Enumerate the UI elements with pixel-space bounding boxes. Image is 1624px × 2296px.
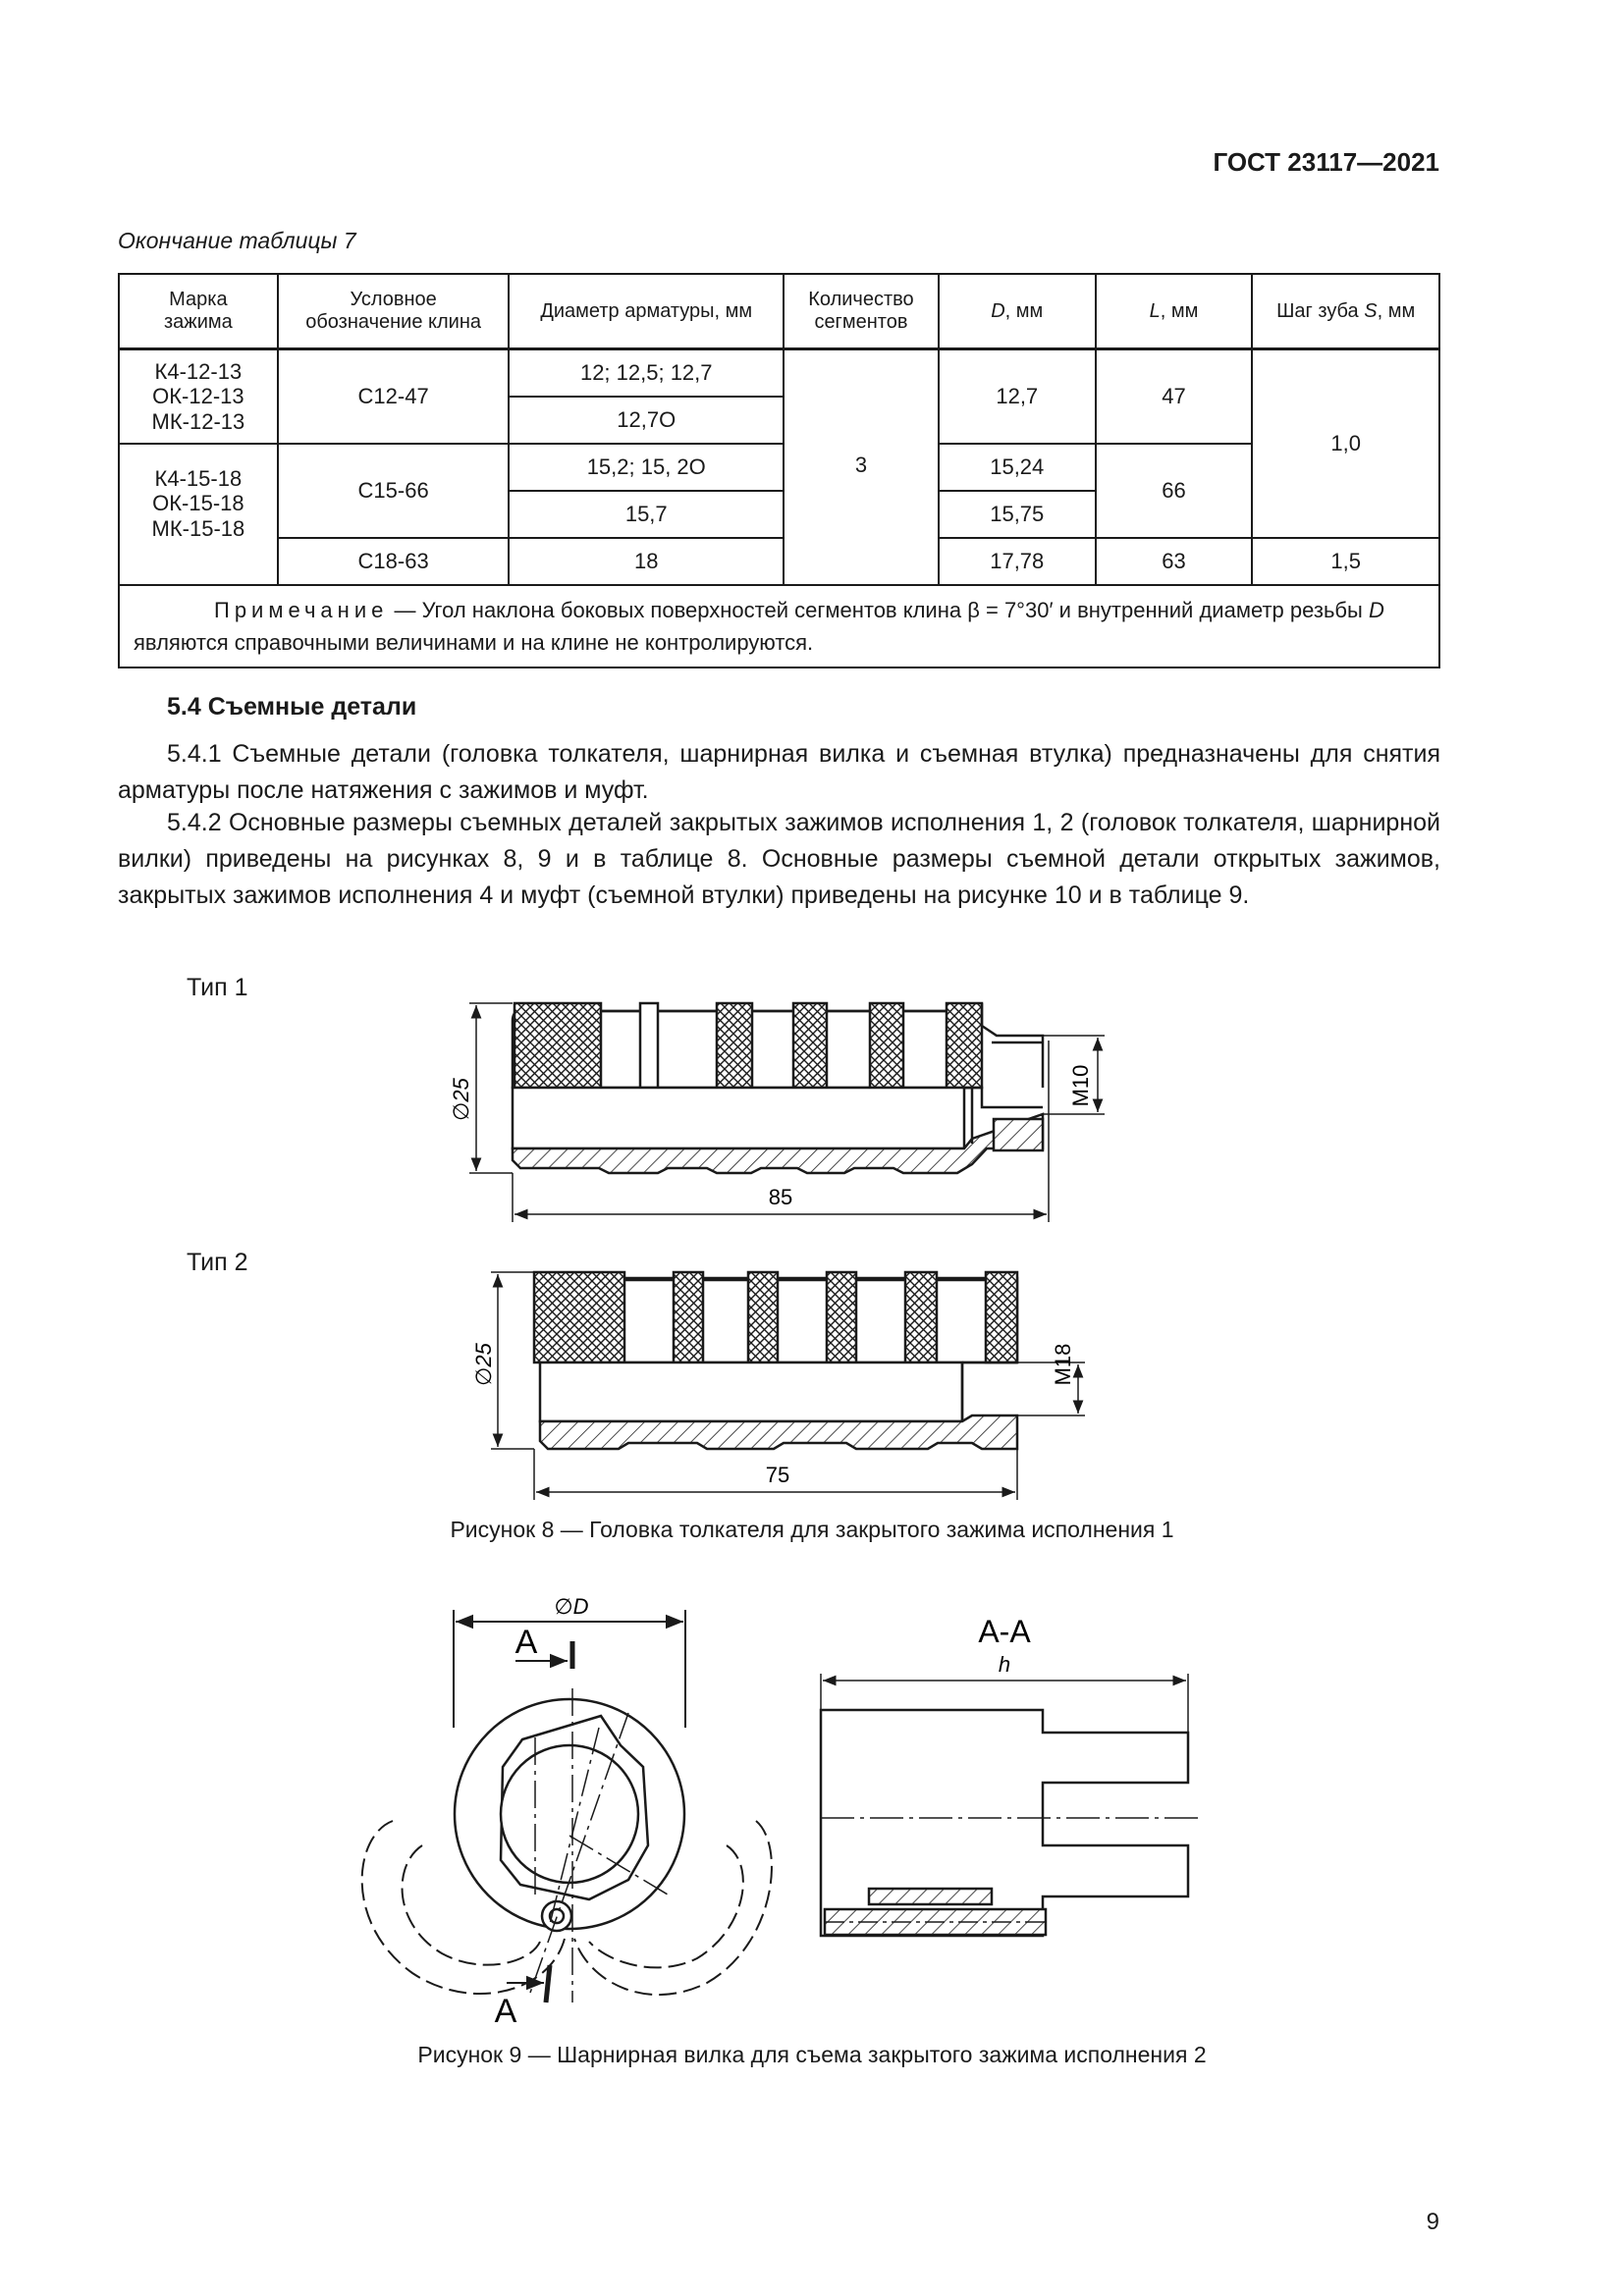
dim-m10: M10 — [1068, 1064, 1093, 1107]
section-mark-a-top: A — [514, 1624, 538, 1661]
header-wedge: Условное обозначение клина — [278, 274, 510, 349]
type1-part — [513, 1003, 1043, 1173]
dim-d25-type1: ∅25 — [449, 1078, 473, 1121]
header-step: Шаг зуба S, мм — [1252, 274, 1439, 349]
dim-m18: M18 — [1051, 1343, 1075, 1386]
cell-marks-group1: К4-12-13 ОК-12-13 МК-12-13 — [119, 349, 278, 445]
section-mark-a-bottom: A — [494, 1993, 517, 2030]
table-continuation-label: Окончание таблицы 7 — [118, 228, 356, 253]
standard-number: ГОСТ 23117—2021 — [1213, 147, 1439, 177]
section-heading: 5.4 Съемные детали — [167, 693, 417, 721]
cell-diam: 12,7О — [509, 397, 784, 444]
type2-part — [534, 1272, 1017, 1449]
note-label: Примечание — [214, 598, 389, 622]
figure-9-front-view — [455, 1688, 684, 2002]
dim-h: h — [998, 1652, 1011, 1677]
cell-step: 1,5 — [1252, 538, 1439, 585]
cell-d: 15,24 — [939, 444, 1096, 491]
header-diameter: Диаметр арматуры, мм — [509, 274, 784, 349]
cell-diam: 15,7 — [509, 491, 784, 538]
figure-9-caption: Рисунок 9 — Шарнирная вилка для съема закрытого зажима исполнения 2 — [417, 2042, 1207, 2067]
cell-diam: 12; 12,5; 12,7 — [509, 349, 784, 398]
cell-d: 12,7 — [939, 349, 1096, 445]
cell-wedge-group2: С15-66 — [278, 444, 510, 538]
cell-l: 63 — [1096, 538, 1253, 585]
cell-wedge: С18-63 — [278, 538, 510, 585]
cell-step: 1,0 — [1252, 349, 1439, 539]
table-note: Примечание — Угол наклона боковых поверхностей сегментов клина β = 7°30′ и внутренний диаметр резьбы D являются справочными величинами и на клине не контролируются. — [119, 585, 1439, 667]
dim-75: 75 — [765, 1463, 790, 1487]
type1-label: Тип 1 — [187, 974, 248, 1001]
type2-label: Тип 2 — [187, 1249, 248, 1276]
header-segments: Количество сегментов — [784, 274, 939, 349]
figure-8-caption: Рисунок 8 — Головка толкателя для закрытого зажима исполнения 1 — [450, 1517, 1174, 1542]
cell-diam: 18 — [509, 538, 784, 585]
cell-segments: 3 — [784, 349, 939, 586]
figure-9-section-view — [821, 1674, 1203, 1936]
dim-85: 85 — [768, 1185, 793, 1209]
cell-wedge-group1: С12-47 — [278, 349, 510, 445]
section-title: A-A — [978, 1614, 1031, 1649]
page-number: 9 — [1426, 2209, 1439, 2235]
cell-l: 66 — [1096, 444, 1253, 538]
paragraph-5-4-1: 5.4.1 Съемные детали (головка толкателя, шарнирная вилка и съемная втулка) предназначены для снятия арматуры после натяжения с зажимов и муфт. — [118, 740, 1440, 804]
dim-d25-type2: ∅25 — [471, 1343, 496, 1386]
header-l: L, мм — [1096, 274, 1253, 349]
dim-diameter-d: ∅D — [554, 1594, 589, 1619]
paragraph-5-4-2: 5.4.2 Основные размеры съемных деталей закрытых зажимов исполнения 1, 2 (головок толкателя, шарнирной вилки) приведены на рисунках 8, 9 и в таблице 8. Основные размеры съемной детали открытых зажимов, закрытых зажимов исполнения 4 и муфт (съемной втулки) приведены на рисунке 10 и в таблице 9. — [118, 809, 1440, 909]
cell-d: 17,78 — [939, 538, 1096, 585]
header-mark: Марка зажима — [119, 274, 278, 349]
cell-l: 47 — [1096, 349, 1253, 445]
cell-diam: 15,2; 15, 2О — [509, 444, 784, 491]
cell-d: 15,75 — [939, 491, 1096, 538]
cell-marks-group2: К4-15-18 ОК-15-18 МК-15-18 — [119, 444, 278, 585]
header-d: D, мм — [939, 274, 1096, 349]
